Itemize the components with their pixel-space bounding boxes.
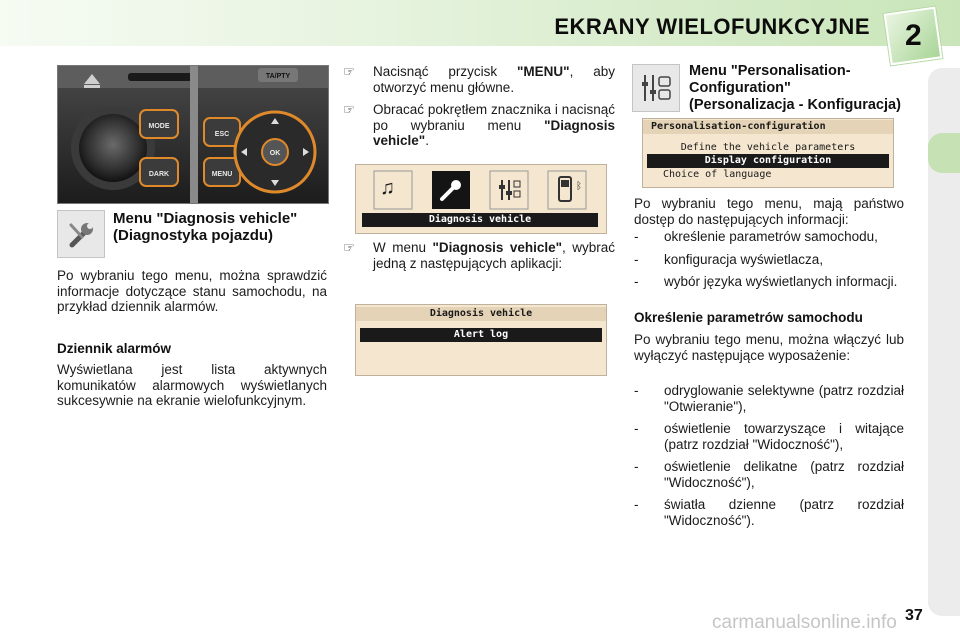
list-item: - określenie parametrów samochodu, <box>634 229 878 244</box>
list-item: - wybór języka wyświetlanych informacji. <box>634 274 898 289</box>
vehicle-params-list <box>634 383 904 535</box>
pointing-hand-icon: ☞ <box>343 102 356 117</box>
diagnosis-menu-title: Menu "Diagnosis vehicle" (Diagnostyka pojazdu) <box>113 210 298 244</box>
list-item: - światła dzienne (patrz rozdział "Widoczność"). <box>634 497 904 528</box>
pointing-hand-icon: ☞ <box>343 240 356 255</box>
settings-sliders-icon <box>638 70 674 106</box>
screen-item: Choice of language <box>663 169 772 180</box>
svg-text:TA/PTY: TA/PTY <box>265 73 291 80</box>
personalisation-screen-title: Personalisation-configuration <box>643 120 893 134</box>
list-item: - konfiguracja wyświetlacza, <box>634 251 824 267</box>
vehicle-params-intro: Po wybraniu tego menu, można włączyć lub wyłączyć następujące wyposażenie: <box>634 332 904 363</box>
screen-item: Define the vehicle parameters <box>680 142 856 153</box>
alert-log-item: Alert log <box>360 328 602 342</box>
list-item: - oświetlenie delikatne (patrz rozdział "Widoczność"), <box>634 459 904 490</box>
chapter-badge <box>884 7 943 66</box>
watermark: carmanualsonline.info <box>712 612 897 633</box>
main-menu-screen <box>355 164 607 234</box>
settings-sliders-icon <box>496 177 522 203</box>
list-item: - oświetlenie towarzyszące i witające (patrz rozdział "Widoczność"), <box>634 421 904 452</box>
svg-text:OK: OK <box>269 150 281 157</box>
page-number: 37 <box>905 607 923 624</box>
list-item: - odryglowanie selektywne (patrz rozdział "Otwieranie"), <box>634 383 904 414</box>
main-menu-selected-label: Diagnosis vehicle <box>362 213 598 227</box>
personalisation-list <box>634 229 904 297</box>
alert-log-description: Wyświetlana jest lista aktywnych komunikatów alarmowych wyświetlanych sukcesywnie na ekranie wielofunkcyjnym. <box>57 362 327 408</box>
alert-log-heading: Dziennik alarmów <box>57 341 172 356</box>
step-list <box>343 64 615 156</box>
svg-text:MENU: MENU <box>211 171 233 178</box>
svg-text:MODE: MODE <box>148 123 170 130</box>
step3 <box>343 240 615 278</box>
diagnosis-icon-box <box>57 210 105 258</box>
svg-text:ᛒ: ᛒ <box>576 181 582 192</box>
diagnosis-description: Po wybraniu tego menu, można sprawdzić informacje dotyczące stanu samochodu, na przykład dziennik alarmów. <box>57 268 327 314</box>
phone-icon <box>556 175 580 205</box>
step-item: ☞ Nacisnąć przycisk "MENU", aby otworzyć menu główne. <box>343 64 615 95</box>
step-item: ☞ W menu "Diagnosis vehicle", wybrać jedną z następujących aplikacji: <box>343 240 615 271</box>
svg-text:ESC: ESC <box>214 131 230 138</box>
diagnosis-screen-title: Diagnosis vehicle <box>356 307 606 321</box>
personalisation-icon-box <box>632 64 680 112</box>
screen-item-selected: Display configuration <box>647 154 889 168</box>
step-item: ☞ Obracać pokrętłem znacznika i nacisnąć po wybraniu menu "Diagnosis vehicle". <box>343 102 615 148</box>
personalisation-menu-title: Menu "Personalisation- Configuration" (Personalizacja - Konfiguracja) <box>689 63 901 113</box>
vehicle-params-heading: Określenie parametrów samochodu <box>634 310 863 325</box>
dashboard-photo <box>57 65 329 204</box>
pointing-hand-icon: ☞ <box>343 64 356 79</box>
svg-text:DARK: DARK <box>148 171 170 178</box>
wrench-icon <box>438 177 464 203</box>
side-tab-active[interactable] <box>928 133 960 173</box>
page-title: EKRANY WIELOFUNKCYJNE <box>554 14 870 39</box>
multimedia-icon: ♫ <box>380 177 395 199</box>
personalisation-screen <box>642 118 894 188</box>
wrench-icon <box>64 217 98 251</box>
diagnosis-screen <box>355 304 607 376</box>
personalisation-intro: Po wybraniu tego menu, mają państwo dostęp do następujących informacji: <box>634 196 904 227</box>
chapter-number: 2 <box>904 19 922 52</box>
